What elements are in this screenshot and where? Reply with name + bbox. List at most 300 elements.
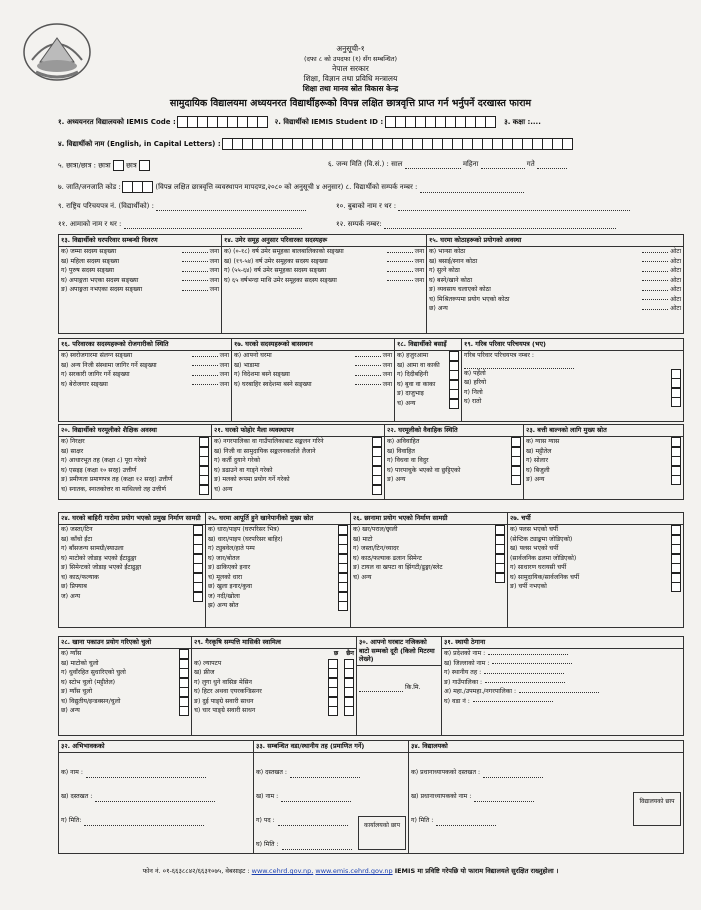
s25-item-label: च) मूलको धारा	[208, 573, 243, 581]
s23-item	[526, 457, 681, 467]
s22-checkbox[interactable]	[511, 447, 521, 457]
s24-checkbox[interactable]	[193, 525, 203, 535]
s27-item-label: (सार्वजनिक ढलमा जोडिएको)	[510, 554, 577, 562]
s25-checkbox[interactable]	[338, 582, 348, 592]
s24-item	[61, 564, 203, 574]
footer	[0, 866, 701, 875]
block-housing	[58, 512, 684, 628]
s20-checkbox[interactable]	[199, 475, 209, 485]
section-23-title: २३. बत्ती बाल्नको लागि मुख्य स्रोत	[524, 425, 683, 437]
s29-item	[194, 697, 354, 707]
s28-checkbox[interactable]	[179, 678, 189, 688]
s20-checkbox[interactable]	[199, 437, 209, 447]
s31-item	[444, 678, 681, 688]
s16-item	[61, 352, 229, 362]
s28-item	[61, 659, 189, 669]
s29-checkbox[interactable]	[328, 687, 338, 697]
s16-count-field[interactable]	[192, 375, 218, 376]
s25-item	[208, 602, 348, 612]
s29-item-label: घ) हिटर अथवा एयरकन्डिसनर	[194, 688, 262, 696]
s24-item	[61, 554, 203, 564]
s33-item-label: घ) मिति :	[256, 841, 279, 848]
s24-item-label: छ) प्रिफ्याब	[61, 583, 87, 591]
s33-item	[256, 754, 406, 778]
s22-item	[387, 447, 521, 457]
s25-checkbox[interactable]	[338, 601, 348, 611]
s34-field[interactable]	[436, 825, 496, 826]
s15-item-label: च) मिश्रितरूपमा प्रयोग भएको कोठा	[429, 295, 510, 303]
s23-checkbox[interactable]	[671, 466, 681, 476]
s32-item	[61, 754, 251, 778]
s18-item	[397, 361, 459, 371]
s22-checkbox[interactable]	[511, 437, 521, 447]
s25-item	[208, 573, 348, 583]
gov-name: नेपाल सरकार	[332, 64, 369, 73]
s24-item-label: घ) माटोको जोडाइ भएको ईंटाढुङ्गा	[61, 554, 137, 562]
s21-item-label: च) अन्य	[214, 485, 233, 493]
s28-checkbox[interactable]	[179, 697, 189, 707]
s19-item	[464, 369, 681, 379]
s14-count-field[interactable]	[387, 261, 413, 262]
s18-checkbox[interactable]	[449, 380, 459, 390]
s29-checkbox[interactable]	[344, 668, 354, 678]
s16-count-field[interactable]	[192, 356, 218, 357]
s15-item-label: घ) बस्ने/खाने कोठा	[429, 276, 473, 284]
s17-count-field[interactable]	[355, 375, 381, 376]
s31-item	[444, 697, 681, 707]
s27-checkbox[interactable]	[671, 544, 681, 554]
s19-checkbox[interactable]	[671, 378, 681, 388]
section-16-title: १६. परिवारका सदस्यहरूको रोजगारीको स्थिति	[59, 339, 231, 351]
s26-item-label: ङ) टायल वा खपटा वा झिंगटी/ढुङ्गा/स्लेट	[353, 564, 443, 572]
s31-item-label: ख) जिल्लाको नाम :	[444, 659, 490, 667]
s27-checkbox[interactable]	[671, 563, 681, 573]
dob-month-label: महिना	[462, 160, 479, 168]
s19-checkbox[interactable]	[671, 369, 681, 379]
contact-field[interactable]	[420, 192, 524, 193]
s23-checkbox[interactable]	[671, 437, 681, 447]
s17-count-field[interactable]	[355, 365, 381, 366]
s17-unit: जना	[382, 371, 392, 379]
s26-checkbox[interactable]	[495, 535, 505, 545]
dob-month-field[interactable]	[481, 168, 525, 169]
s18-checkbox[interactable]	[449, 389, 459, 399]
s14-unit: जना	[414, 276, 424, 284]
s28-item	[61, 650, 189, 660]
s13-count-field[interactable]	[182, 280, 208, 281]
s33-field[interactable]	[281, 801, 351, 802]
s15-item-label: ख) बसाई/स्नान कोठा	[429, 257, 478, 265]
s29-checkbox[interactable]	[344, 678, 354, 688]
s20-item-label: ख) साक्षर	[61, 447, 84, 455]
s22-item-label: ख) विवाहित	[387, 447, 415, 455]
section-19-title: १९. गरिब परिवार परिचयपत्र (भए)	[462, 339, 683, 351]
s24-checkbox[interactable]	[193, 544, 203, 554]
s17-item-label: घ) घरबाहिर स्वदेशमा बस्ने सङ्ख्या	[234, 380, 312, 388]
s21-item-label: घ) डढाउने वा गाड्ने गरेको	[214, 466, 273, 474]
s29-checkbox[interactable]	[328, 668, 338, 678]
s27-item	[510, 545, 681, 555]
center-name: शिक्षा तथा मानव स्रोत विकास केन्द्र	[302, 84, 399, 93]
s19-item	[464, 388, 681, 398]
s25-item	[208, 554, 348, 564]
s18-item-label: ख) आमा वा काकी	[397, 361, 440, 369]
s26-item-label: ग) जस्ता/टिन/च्यादर	[353, 545, 399, 553]
ministry-name: शिक्षा, विज्ञान तथा प्रविधि मन्त्रालय	[303, 74, 398, 83]
s28-checkbox[interactable]	[179, 649, 189, 659]
row-father	[336, 202, 630, 211]
s24-checkbox[interactable]	[193, 592, 203, 602]
s24-checkbox[interactable]	[193, 582, 203, 592]
s29-item-label: ग) लुगा धुने वासिङ मेसिन	[194, 678, 252, 686]
s19-checkbox[interactable]	[671, 397, 681, 407]
s18-checkbox[interactable]	[449, 370, 459, 380]
s15-count-field[interactable]	[642, 271, 668, 272]
s24-item	[61, 545, 203, 555]
s27-item-label: (सेप्टिक ट्याङ्कमा जोडिएको)	[510, 535, 573, 543]
s31-field[interactable]	[492, 663, 572, 664]
father-name-field[interactable]	[398, 210, 630, 211]
section-14-title: १४. उमेर समूह अनुसार परिवारका सदस्यहरू	[222, 235, 426, 247]
s21-item	[214, 457, 382, 467]
s26-checkbox[interactable]	[495, 554, 505, 564]
s15-count-field[interactable]	[642, 261, 668, 262]
s19-checkbox[interactable]	[671, 388, 681, 398]
section-20-title: २०. विद्यार्थीको घरमूलीको शैक्षिक अवस्था	[59, 425, 211, 437]
s17-count-field[interactable]	[355, 356, 381, 357]
national-id-label: ९. राष्ट्रिय परिचयपत्र नं. (विद्यार्थीको) :	[58, 202, 154, 210]
s27-item	[510, 573, 681, 583]
distance-field[interactable]	[359, 691, 403, 692]
s14-item-label: क) (०-१८) वर्ष उमेर समूहका बालबालिकाको सङ्ख्या	[224, 248, 344, 256]
s31-field[interactable]	[485, 682, 565, 683]
s33-item	[256, 778, 406, 802]
s18-checkbox[interactable]	[449, 399, 459, 409]
s29-checkbox[interactable]	[328, 659, 338, 669]
s25-checkbox[interactable]	[338, 535, 348, 545]
contact2-field[interactable]	[384, 228, 616, 229]
s31-field[interactable]	[488, 654, 568, 655]
s25-item	[208, 535, 348, 545]
office-stamp-box: कार्यालयको छाप	[358, 816, 406, 850]
s16-item	[61, 380, 229, 390]
s26-checkbox[interactable]	[495, 525, 505, 535]
s24-checkbox[interactable]	[193, 535, 203, 545]
s23-item-label: ङ) अन्य	[526, 476, 545, 484]
s19-item-label: ग) निलो	[464, 388, 483, 396]
s19-item	[464, 379, 681, 389]
s22-item	[387, 438, 521, 448]
s13-count-field[interactable]	[182, 261, 208, 262]
s24-item-label: ज) अन्य	[61, 592, 81, 600]
s15-item	[429, 276, 681, 286]
s13-count-field[interactable]	[182, 252, 208, 253]
s14-item	[224, 248, 424, 258]
s14-item-label: ग) (५५-६४) वर्ष उमेर समूहका सदस्य सङ्ख्या	[224, 267, 327, 275]
section-28	[59, 637, 192, 736]
s17-item-label: ख) भाडामा	[234, 361, 260, 369]
s24-item	[61, 535, 203, 545]
section-27	[508, 513, 684, 628]
s15-count-field[interactable]	[642, 309, 668, 310]
s18-checkbox[interactable]	[449, 361, 459, 371]
s28-item-label: ङ) ग्याँस चुलो	[61, 688, 93, 696]
s15-unit: ओटा	[670, 257, 681, 265]
s24-item	[61, 573, 203, 583]
s21-item-label: ङ) मलको रूपमा प्रयोग गर्ने गरेको	[214, 476, 290, 484]
s29-item-label: च) चार पाङ्ग्रे सवारी साधन	[194, 707, 256, 715]
s25-checkbox[interactable]	[338, 573, 348, 583]
s33-field[interactable]	[278, 825, 348, 826]
s18-item	[397, 399, 459, 409]
s20-item-label: ङ) प्रमीणता प्रमाणपत्र तह (कक्षा १२ सरह) उत्तीर्ण	[61, 476, 173, 484]
s28-checkbox[interactable]	[179, 706, 189, 716]
section-25-title: २५. घरमा आपूर्ति हुने खानेपानीको मुख्य स्रोत	[206, 513, 350, 525]
s33-item-label: ख) नाम :	[256, 793, 279, 800]
row-gender	[58, 160, 150, 171]
s23-checkbox[interactable]	[671, 475, 681, 485]
s20-checkbox[interactable]	[199, 485, 209, 495]
section-33	[254, 741, 409, 854]
footer-link-cehrd[interactable]: www.cehrd.gov.np,	[251, 867, 314, 875]
s34-item	[411, 754, 681, 778]
s15-count-field[interactable]	[642, 252, 668, 253]
female-checkbox[interactable]	[113, 160, 124, 171]
s32-field[interactable]	[95, 801, 215, 802]
s15-count-field[interactable]	[642, 299, 668, 300]
s26-item	[353, 535, 505, 545]
s31-field[interactable]	[519, 692, 599, 693]
school-stamp-box: विद्यालयको छाप	[633, 792, 681, 826]
s25-item	[208, 592, 348, 602]
s14-count-field[interactable]	[387, 280, 413, 281]
s25-item-label: ज) नदी/खोला	[208, 592, 240, 600]
section-19	[462, 339, 684, 422]
s15-item	[429, 295, 681, 305]
s22-item	[387, 457, 521, 467]
s15-item	[429, 305, 681, 315]
s27-checkbox[interactable]	[671, 573, 681, 583]
s16-count-field[interactable]	[192, 365, 218, 366]
section-13	[59, 235, 222, 334]
s28-checkbox[interactable]	[179, 668, 189, 678]
s17-unit: जना	[382, 380, 392, 388]
contact2-label: १२. सम्पर्क नम्बर:	[336, 220, 382, 228]
s25-item-label: छ) खुला इनार/कुवा	[208, 583, 253, 591]
s25-checkbox[interactable]	[338, 525, 348, 535]
s13-count-field[interactable]	[182, 271, 208, 272]
male-checkbox[interactable]	[139, 160, 150, 171]
s25-checkbox[interactable]	[338, 592, 348, 602]
s29-checkbox[interactable]	[328, 706, 338, 716]
s14-unit: जना	[414, 257, 424, 265]
national-id-field[interactable]	[156, 210, 306, 211]
dob-day-field[interactable]	[537, 168, 567, 169]
s34-item-label: ख) प्रधानाध्यापकको नाम :	[411, 793, 472, 800]
s15-count-field[interactable]	[642, 280, 668, 281]
s26-checkbox[interactable]	[495, 563, 505, 573]
s31-field[interactable]	[473, 701, 553, 702]
poverty-card-number-field[interactable]	[464, 360, 574, 369]
section-24-title: २४. घरको बाहिरी गारोमा प्रयोग भएको प्रमुख निर्माण सामग्री	[59, 513, 205, 525]
s18-checkbox[interactable]	[449, 351, 459, 361]
s33-field[interactable]	[282, 849, 352, 850]
s13-unit: जना	[209, 286, 219, 294]
s27-item-label: ग) साधारण घरायसी चर्पी	[510, 564, 567, 572]
section-34-title: ३४. विद्यालयको	[409, 741, 683, 753]
s31-field[interactable]	[484, 673, 564, 674]
s28-item-label: घ) स्टोभ चुलो (मट्टीतेल)	[61, 678, 116, 686]
s26-checkbox[interactable]	[495, 544, 505, 554]
s17-item	[234, 380, 392, 390]
s24-item-label: ख) काँचो ईंटा	[61, 535, 93, 543]
s13-item	[61, 276, 219, 286]
s18-item-label: ङ) दाजुभाइ	[397, 390, 424, 398]
s29-checkbox[interactable]	[328, 697, 338, 707]
s15-unit: ओटा	[670, 286, 681, 294]
s29-checkbox[interactable]	[344, 687, 354, 697]
s27-item	[510, 583, 681, 593]
s34-item-label: ग) मिति :	[411, 817, 434, 824]
s25-item-label: क) धारा/पाइप (घरपरिसर भित्र)	[208, 526, 280, 534]
s29-checkbox[interactable]	[344, 659, 354, 669]
s31-item-label: घ) वडा नं :	[444, 697, 470, 705]
s28-checkbox[interactable]	[179, 659, 189, 669]
section-17	[232, 339, 395, 422]
section-18	[395, 339, 462, 422]
section-16	[59, 339, 232, 422]
s13-count-field[interactable]	[182, 290, 208, 291]
s18-item-label: क) हजुरआमा	[397, 352, 429, 360]
s27-checkbox[interactable]	[671, 525, 681, 535]
s28-item	[61, 697, 189, 707]
s21-checkbox[interactable]	[372, 475, 382, 485]
s33-field[interactable]	[290, 777, 360, 778]
s21-checkbox[interactable]	[372, 437, 382, 447]
caste-code-note: (विपन्न लक्षित छात्रवृत्ति व्यवस्थापन मापदण्ड,२०८० को अनुसूची ४ अनुसार)	[155, 183, 344, 191]
s27-item	[510, 526, 681, 536]
s23-item	[526, 438, 681, 448]
s14-count-field[interactable]	[387, 271, 413, 272]
s31-item-label: अ) महा./उपमहा./नगरपालिका :	[444, 688, 517, 696]
s20-checkbox[interactable]	[199, 466, 209, 476]
s28-item-label: क) ग्याँस	[61, 650, 82, 658]
s32-field[interactable]	[86, 777, 206, 778]
s17-item	[234, 371, 392, 381]
s20-item	[61, 466, 209, 476]
dob-day-label: गते	[526, 160, 535, 168]
s26-item	[353, 564, 505, 574]
s18-item	[397, 380, 459, 390]
section-15	[427, 235, 684, 334]
s27-item-label: ख) फ्लस भएको चर्पी	[510, 545, 559, 553]
s16-unit: जना	[219, 380, 229, 388]
s16-item-label: ख) अन्य निजी संस्थामा जागिर गर्ने सङ्ख्या	[61, 361, 157, 369]
annex-label: अनुसूची-१	[336, 44, 365, 53]
s32-item-label: ग) मिति:	[61, 817, 82, 824]
s22-checkbox[interactable]	[511, 456, 521, 466]
s25-checkbox[interactable]	[338, 544, 348, 554]
s20-checkbox[interactable]	[199, 447, 209, 457]
s15-count-field[interactable]	[642, 290, 668, 291]
s34-field[interactable]	[474, 801, 534, 802]
s22-item-label: ग) विधवा वा विदुर	[387, 457, 429, 465]
s25-checkbox[interactable]	[338, 563, 348, 573]
s22-checkbox[interactable]	[511, 466, 521, 476]
s15-unit: ओटा	[670, 276, 681, 284]
s15-unit: ओटा	[670, 248, 681, 256]
s21-checkbox[interactable]	[372, 485, 382, 495]
hasnot-col-label: छैन	[346, 650, 354, 658]
s21-checkbox[interactable]	[372, 466, 382, 476]
s27-checkbox[interactable]	[671, 582, 681, 592]
s27-checkbox[interactable]	[671, 535, 681, 545]
s24-checkbox[interactable]	[193, 573, 203, 583]
s22-checkbox[interactable]	[511, 475, 521, 485]
s29-checkbox[interactable]	[344, 697, 354, 707]
section-14	[222, 235, 427, 334]
footer-link-emis[interactable]: www.emis.cehrd.gov.np	[315, 867, 393, 875]
s15-item	[429, 248, 681, 258]
student-name-boxes[interactable]	[223, 138, 573, 150]
s24-checkbox[interactable]	[193, 563, 203, 573]
section-25	[206, 513, 351, 628]
section-30-title: ३०. आफ्नो घरबाट नजिकको बाटो सम्मको दूरी (किलो मिटरमा लेख्ने)	[357, 637, 441, 666]
s29-checkbox[interactable]	[344, 706, 354, 716]
s18-item	[397, 371, 459, 381]
s28-item-label: ख) माटोको चुलो	[61, 659, 99, 667]
s34-field[interactable]	[483, 777, 543, 778]
s16-count-field[interactable]	[192, 384, 218, 385]
s26-checkbox[interactable]	[495, 573, 505, 583]
s29-checkbox[interactable]	[328, 678, 338, 688]
block-signatures	[58, 740, 684, 854]
dob-year-field[interactable]	[405, 168, 461, 169]
contact-label: ८. विद्यार्थीको सम्पर्क नम्बर :	[345, 183, 418, 191]
caste-code-label: ७. जाति/जनजाति कोड :	[58, 183, 121, 191]
s16-item-label: घ) बेरोजगार सङ्ख्या	[61, 380, 108, 388]
s14-count-field[interactable]	[387, 252, 413, 253]
s23-checkbox[interactable]	[671, 456, 681, 466]
row-nid	[58, 202, 306, 211]
s15-item	[429, 257, 681, 267]
student-id-boxes[interactable]	[386, 116, 496, 128]
mother-name-field[interactable]	[124, 228, 302, 229]
s13-item	[61, 248, 219, 258]
s26-item	[353, 545, 505, 555]
s32-field[interactable]	[84, 825, 204, 826]
s15-item-label: ङ) व्यवसाय चलाएको कोठा	[429, 286, 491, 294]
s28-item	[61, 707, 189, 717]
s24-checkbox[interactable]	[193, 554, 203, 564]
iemis-code-boxes[interactable]	[178, 116, 268, 128]
s23-checkbox[interactable]	[671, 447, 681, 457]
section-24	[59, 513, 206, 628]
s25-checkbox[interactable]	[338, 554, 348, 564]
s28-item	[61, 688, 189, 698]
caste-code-boxes[interactable]	[123, 181, 153, 193]
s21-checkbox[interactable]	[372, 447, 382, 457]
s27-checkbox[interactable]	[671, 554, 681, 564]
s21-checkbox[interactable]	[372, 456, 382, 466]
s17-count-field[interactable]	[355, 384, 381, 385]
s20-checkbox[interactable]	[199, 456, 209, 466]
s13-unit: जना	[209, 248, 219, 256]
block-assets	[58, 636, 684, 736]
s28-item	[61, 669, 189, 679]
s34-item-label: क) प्रधानाध्यापकको दस्तखत :	[411, 769, 481, 776]
s28-checkbox[interactable]	[179, 687, 189, 697]
